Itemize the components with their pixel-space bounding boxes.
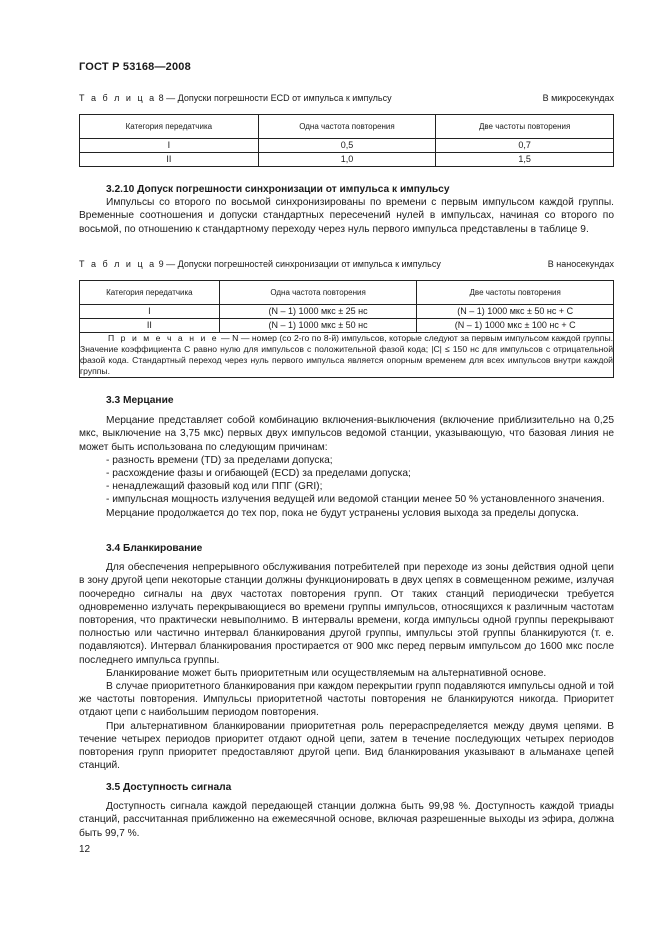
table-cell: 0,7 (436, 139, 614, 153)
paragraph: При альтернативном бланкировании приоритетная роль перераспределяется между двумя цепями. В течение четырех периодов приоритет отдают одной цепи, затем в течение последующих четырех периодов повторения групп приоритет предоставляют другой цепи. Вид бланкирования указывают в альманахе цепей станций. (79, 720, 614, 772)
section-heading: 3.2.10 Допуск погрешности синхронизации от импульса к импульсу (106, 184, 450, 195)
paragraph: Доступность сигнала каждой передающей станции должна быть 99,98 %. Доступность каждой триады станций, рассчитанная приближенно на ежемесячной основе, включая разрешенные выходы из эфира, должна быть 99,7 %. (79, 801, 614, 839)
table-row (80, 319, 614, 333)
paragraph: В случае приоритетного бланкирования при каждом перекрытии групп подавляются импульсы одной и той же частоты повторения. Импульсы приоритетной частоты повторения не бланкируются никогда. Приоритет отдают цепи с наибольшим периодом повторения. (79, 681, 614, 719)
table-cell: II (80, 153, 259, 167)
paragraph: Импульсы со второго по восьмой синхронизированы по времени с первым импульсом каждой группы. Временные соотношения и допуски стандартных пересечений нулей в импульсах, начиная со второго по восьмой, по отношению к стандартному переходу через нуль первого импульса представлены в таблице 9. (79, 197, 614, 235)
list-item: - разность времени (TD) за пределами допуска; (106, 454, 333, 466)
page-number: 12 (79, 844, 91, 855)
section-heading: 3.3 Мерцание (106, 395, 174, 406)
section-3-2-10 (79, 183, 614, 236)
section-3-3 (79, 394, 614, 520)
table9-header: Две частоты повторения (417, 281, 614, 305)
list-item: - расхождение фазы и огибающей (ECD) за пределами допуска; (106, 468, 411, 480)
table-row (80, 139, 614, 153)
table-cell: I (80, 139, 259, 153)
table8 (79, 114, 614, 167)
section-3-5 (79, 781, 614, 840)
table-cell: (N – 1) 1000 мкс ± 25 нс (219, 305, 417, 319)
paragraph: Для обеспечения непрерывного обслуживания потребителей при переходе из зоны действия одной цепи в зону другой цепи некоторые станции должны функционировать в двух цепях в совмещенном режиме, излучая поочередно сигналы на двух частотах повторения групп. От таких станций периодически требуется одновременно излучать перекрывающиеся во времени группы импульсов, относящихся к различным частотам повторения, что практически невыполнимо. В интервалы времени, когда импульсы одной группы перекрывают полностью или частично интервал бланкирования другой группы, импульсы этой группы бланкируются (т. е. подавляются). Интервал бланкирования простирается от 900 мкс перед первым импульсом до 1600 мкс после последнего импульса группы. (79, 562, 614, 666)
paragraph: Бланкирование может быть приоритетным или осуществляемым на альтернативной основе. (106, 667, 547, 679)
table8-caption-text: 8 — Допуски погрешности ECD от импульса к импульсу (156, 93, 392, 103)
table9-header: Категория передатчика (80, 281, 220, 305)
table8-header: Две частоты повторения (436, 115, 614, 139)
list-item: - импульсная мощность излучения ведущей или ведомой станции менее 50 % установленного значения. (106, 494, 605, 506)
section-heading: 3.5 Доступность сигнала (106, 782, 232, 793)
table-cell: I (80, 305, 220, 319)
section-heading: 3.4 Бланкирование (106, 543, 203, 554)
table-cell: (N – 1) 1000 мкс ± 50 нс (219, 319, 417, 333)
table-cell: 1,0 (258, 153, 436, 167)
section-3-4 (79, 542, 614, 772)
table8-caption-label: Т а б л и ц а (79, 93, 157, 103)
table-row (80, 305, 614, 319)
table-cell: (N – 1) 1000 мкс ± 50 нс + C (417, 305, 614, 319)
table-cell: 1,5 (436, 153, 614, 167)
table8-header: Одна частота повторения (258, 115, 436, 139)
table9-caption (79, 259, 614, 270)
table9-header: Одна частота повторения (219, 281, 417, 305)
table9-note (80, 333, 614, 378)
document-title: ГОСТ Р 53168—2008 (79, 61, 191, 73)
table8-caption (79, 93, 614, 104)
table-cell: (N – 1) 1000 мкс ± 100 нс + C (417, 319, 614, 333)
table8-unit: В микросекундах (542, 93, 614, 103)
table9-caption-text: 9 — Допуски погрешностей синхронизации от импульса к импульсу (156, 259, 441, 269)
list-item: - ненадлежащий фазовый код или ППГ (GRI); (106, 481, 323, 493)
table9-caption-label: Т а б л и ц а (79, 259, 157, 269)
table9 (79, 280, 614, 378)
table9-unit: В наносекундах (547, 259, 614, 269)
table-cell: 0,5 (258, 139, 436, 153)
table-row (80, 153, 614, 167)
paragraph: Мерцание представляет собой комбинацию включения-выключения (включение приблизительно на 0,25 мкс, выключение на 3,75 мкс) первых двух импульсов ведомой станции, указывающую, что базовая линия не может быть использована по следующим причинам: (79, 415, 614, 453)
note-label: П р и м е ч а н и е (108, 333, 219, 344)
note-text: — N — номер (со 2-го по 8-й) импульсов, которые следуют за первым импульсом каждой группы. Значение коэффициента C равно нулю для импульсов с положительной фазой кода; |C| ≤ 150 нс для импульсов с отрицательной фазой кода. Стандартный переход через нуль первого импульса является опорным временем для всех импульсов внутри каждой группы. (80, 333, 614, 377)
table8-header: Категория передатчика (80, 115, 259, 139)
table-cell: II (80, 319, 220, 333)
paragraph: Мерцание продолжается до тех пор, пока не будут устранены условия выхода за пределы допуска. (106, 507, 579, 519)
